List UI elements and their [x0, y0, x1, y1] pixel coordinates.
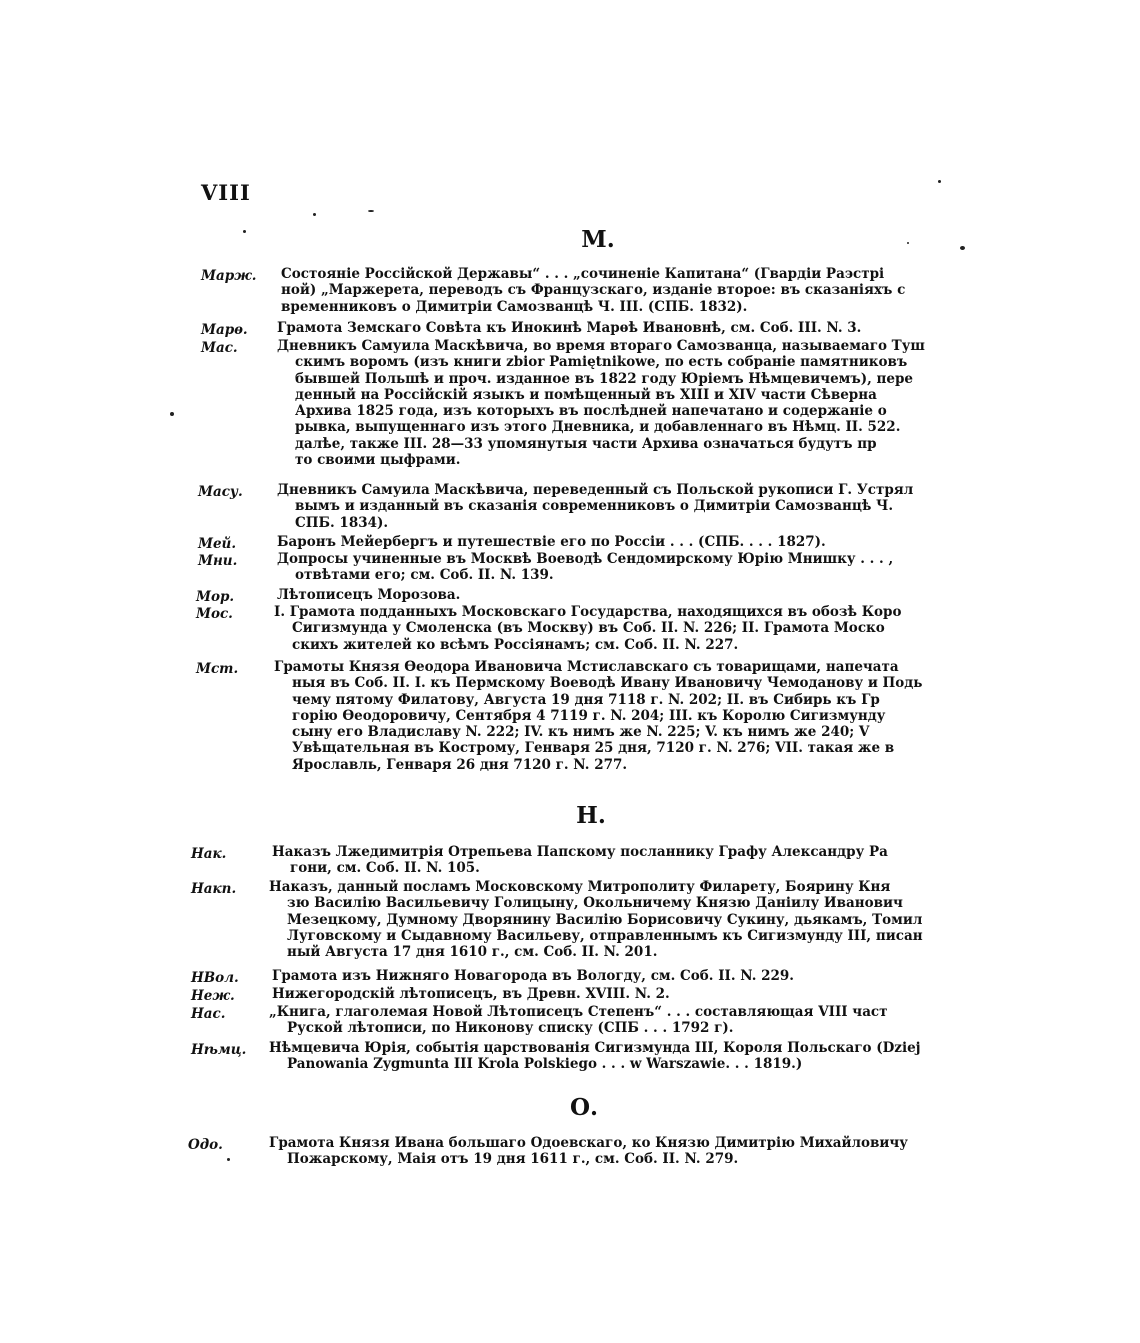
entry-text [277, 482, 980, 531]
entry-abbr: Мас. [201, 340, 238, 356]
entry-line: Дневникъ Самуила Маскѣвича, во время втораго Самозванца, называемаго Туш [277, 338, 925, 354]
entry-abbr: Мос. [196, 606, 233, 622]
entry-line: Руской лѣтописи, по Никонову списку (СПБ . . . 1792 г). [287, 1020, 734, 1037]
entry-line: то своими цыфрами. [295, 452, 461, 469]
entry-text [277, 320, 980, 336]
entry-abbr: Неж. [191, 988, 235, 1004]
entry-abbr: Нѣмц. [191, 1042, 247, 1058]
entry-abbr: Масу. [198, 484, 243, 500]
entry-text [272, 968, 980, 984]
scan-speck [243, 230, 246, 233]
entry-abbr: НВол. [191, 970, 239, 986]
scan-speck [960, 246, 965, 250]
entry-line: зю Василію Васильевичу Голицыну, Окольничему Князю Данiилу Иванович [287, 895, 903, 912]
entry-abbr: Марж. [201, 268, 257, 284]
entry-line: рывка, выпущеннаго изъ этого Дневника, и добавленнаго въ Нѣмц. II. 522. [295, 419, 901, 436]
entry-line: Нѣмцевича Юрія, событія царствованія Сигизмунда III, Короля Польскаго (Dziej [269, 1040, 921, 1056]
entry-text [269, 1135, 980, 1168]
entry-line: бывшей Польшѣ и проч. изданное въ 1822 году Юріемъ Нѣмцевичемъ), пере [295, 370, 914, 387]
entry-line: горію Ѳеодоровичу, Сентября 4 7119 г. N. 204; III. къ Королю Сигизмунду [292, 707, 886, 724]
entry-line: Ярославль, Генваря 26 дня 7120 г. N. 277. [292, 756, 628, 773]
section-letter-m: М. [581, 226, 615, 253]
scan-speck [313, 213, 316, 216]
entry-line: Луговскому и Сыдавному Васильеву, отправленнымъ къ Сигизмунду III, писан [287, 927, 923, 944]
entry-line: Дневникъ Самуила Маскѣвича, переведенный съ Польской рукописи Г. Устрял [277, 482, 914, 498]
entry-line: Грамоты Князя Ѳеодора Ивановича Мстиславскаго съ товарищами, напечата [274, 659, 899, 675]
entry-line: Нижегородскій лѣтописецъ, въ Древн. XVIII. N. 2. [272, 986, 670, 1002]
entry-line: Наказъ Лжедимитрія Отрепьева Папскому посланнику Графу Александру Ра [272, 844, 888, 860]
section-letter-o: О. [569, 1094, 599, 1121]
entry-line: Лѣтописецъ Морозова. [277, 587, 461, 603]
entry-line: „Книга, глаголемая Новой Лѣтописецъ Степенъ“ . . . составляющая VIII част [269, 1004, 888, 1020]
entry-line: СПБ. 1834). [295, 514, 389, 531]
section-letter-n: Н. [576, 802, 606, 829]
entry-line: сыну его Владиславу N. 222; IV. къ нимъ же N. 225; V. къ нимъ же 240; V [292, 724, 870, 741]
scan-speck [907, 242, 909, 244]
entry-abbr: Марѳ. [201, 322, 248, 338]
entry-line: Грамота изъ Нижняго Новагорода въ Вологду, см. Соб. II. N. 229. [272, 968, 794, 984]
entry-line: вымъ и изданный въ сказанія современниковъ о Димитріи Самозванцѣ Ч. [295, 498, 894, 515]
entry-line: Баронъ Мейербергъ и путешествіе его по Россіи . . . (СПБ. . . . 1827). [277, 534, 826, 550]
scan-speck [227, 1158, 230, 1161]
entry-line: ный Августа 17 дня 1610 г., см. Соб. II. N. 201. [287, 944, 658, 961]
entry-line: Panowania Zygmunta III Krola Polskiego . . . w Warszawie. . . 1819.) [287, 1056, 803, 1073]
entry-abbr: Мор. [196, 589, 235, 605]
entry-abbr: Нак. [191, 846, 227, 862]
entry-text [269, 879, 980, 960]
entry-text [274, 659, 980, 773]
scan-speck [938, 180, 941, 183]
entry-line: Сигизмунда у Смоленска (въ Москву) въ Соб. II. N. 226; II. Грамота Моско [292, 620, 885, 637]
entry-line: I. Грамота подданныхъ Московскаго Государства, находящихся въ обозѣ Коро [274, 604, 902, 620]
entry-text [277, 338, 980, 468]
entry-text [281, 266, 980, 315]
entry-line: чему пятому Филатову, Августа 19 дня 7118 г. N. 202; II. въ Сибирь къ Гр [292, 691, 880, 708]
entry-line: Наказъ, данный посламъ Московскому Митрополиту Филарету, Боярину Кня [269, 879, 891, 895]
entry-text [277, 587, 980, 603]
page-number: VIII [201, 180, 251, 205]
entry-line: Грамота Земскаго Совѣта къ Инокинѣ Марѳѣ Ивановнѣ, см. Соб. III. N. 3. [277, 320, 862, 336]
scan-speck [368, 210, 374, 212]
entry-line: ной) „Маржерета, переводъ съ Французскаго, изданіе второе: въ сказаніяхъ с [281, 282, 906, 299]
entry-text [277, 534, 980, 550]
entry-line: Пожарскому, Маія отъ 19 дня 1611 г., см. Соб. II. N. 279. [287, 1151, 739, 1168]
entry-line: отвѣтами его; см. Соб. II. N. 139. [295, 567, 554, 584]
entry-abbr: Мст. [196, 661, 239, 677]
entry-text [272, 986, 980, 1002]
entry-abbr: Одо. [188, 1137, 223, 1153]
entry-text [272, 844, 980, 877]
entry-line: далѣе, также III. 28—33 упомянутыя части Архива означаться будутъ пр [295, 435, 877, 452]
entry-line: гони, см. Соб. II. N. 105. [290, 860, 480, 877]
entry-line: Мезецкому, Думному Дворянину Василію Борисовичу Сукину, дьякамъ, Томил [287, 911, 923, 928]
entry-line: денный на Россійскій языкъ и помѣщенный въ XIII и XIV части Сѣверна [295, 386, 877, 403]
entry-abbr: Мей. [198, 536, 237, 552]
entry-line: ныя въ Соб. II. I. къ Пермскому Воеводѣ Ивану Ивановичу Чемоданову и Подь [292, 675, 923, 692]
entry-abbr: Нас. [191, 1006, 226, 1022]
entry-abbr: Мни. [198, 553, 238, 569]
entry-line: Увѣщательная въ Кострому, Генваря 25 дня, 7120 г. N. 276; VII. такая же в [292, 740, 895, 757]
entry-abbr: Накп. [191, 881, 237, 897]
entry-text [274, 604, 980, 653]
entry-line: временниковъ о Димитріи Самозванцѣ Ч. III. (СПБ. 1832). [281, 298, 748, 315]
entry-text [269, 1004, 980, 1037]
scan-speck [170, 412, 174, 416]
entry-line: Архива 1825 года, изъ которыхъ въ послѣдней напечатано и содержаніе о [295, 403, 887, 420]
entry-text [277, 551, 980, 584]
entry-line: скихъ жителей ко всѣмъ Россіянамъ; см. Соб. II. N. 227. [292, 636, 739, 653]
entry-line: Состояніе Россійской Державы“ . . . „сочиненіе Капитана“ (Гвардіи Раэстрі [281, 266, 885, 282]
entry-text [269, 1040, 980, 1073]
entry-line: скимъ воромъ (изъ книги zbior Pamiętnikowe, по есть собраніе памятниковъ [295, 354, 908, 371]
entry-line: Допросы учиненные въ Москвѣ Воеводѣ Сендомирскому Юрію Мнишку . . . , [277, 551, 894, 567]
entry-line: Грамота Князя Ивана большаго Одоевскаго, ко Князю Димитрію Михайловичу [269, 1135, 908, 1151]
